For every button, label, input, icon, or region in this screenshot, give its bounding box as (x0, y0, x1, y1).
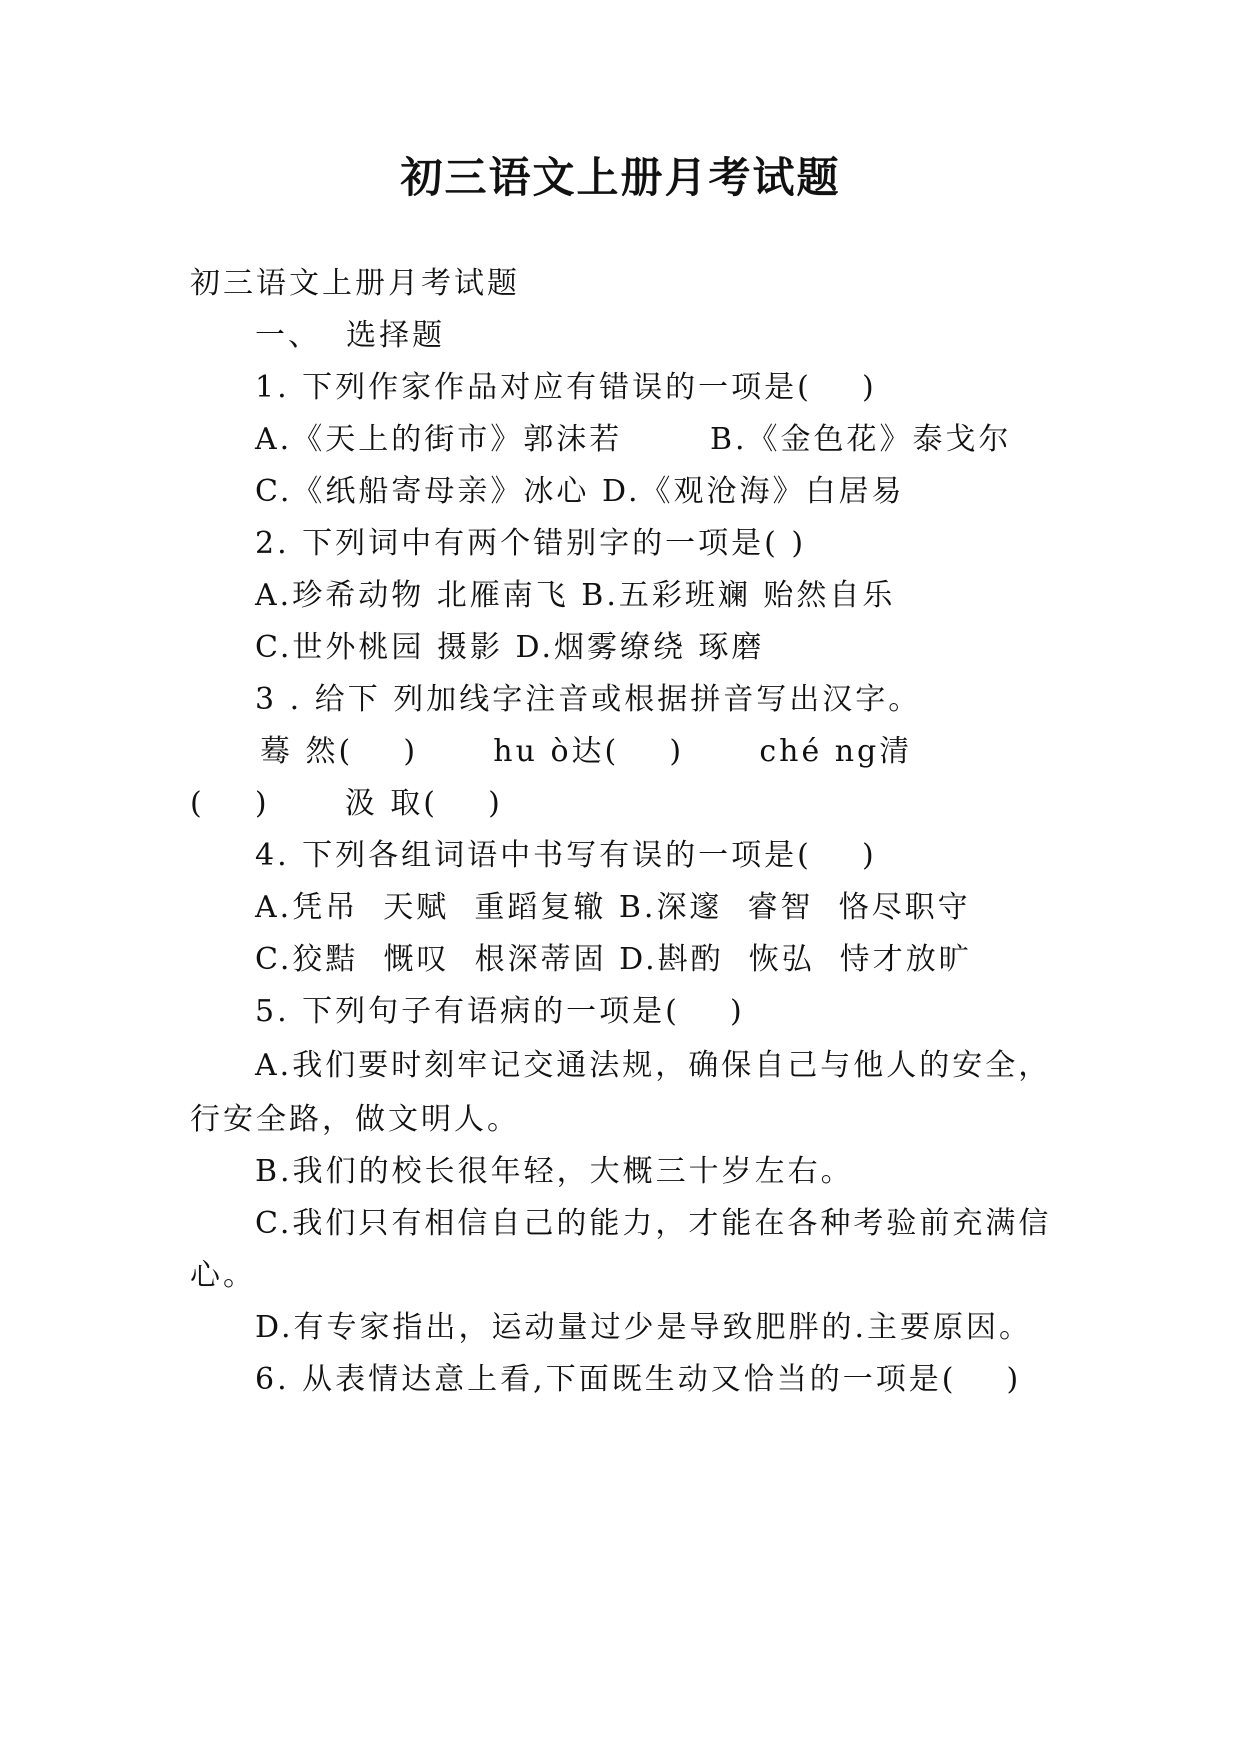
question-5-stem: 5. 下列句子有语病的一项是( ) (255, 994, 745, 1029)
question-4-stem: 4. 下列各组词语中书写有误的一项是( ) (255, 838, 877, 873)
question-1-options-ab: A.《天上的街市》郭沫若 B.《金色花》泰戈尔 (255, 422, 1012, 457)
question-1-options-cd: C.《纸船寄母亲》冰心 D.《观沧海》白居易 (255, 474, 905, 509)
question-3-line-2: ( ) 汲 取( ) (190, 786, 503, 821)
section-heading-choice: 一、 选择题 (255, 318, 446, 353)
question-3-stem: 3 . 给下 列加线字注音或根据拼音写出汉字。 (255, 682, 922, 717)
question-2-stem: 2. 下列词中有两个错别字的一项是( ) (255, 526, 807, 561)
question-5-option-a-line-2: 行安全路，做文明人。 (190, 1102, 520, 1137)
question-5-option-d: D.有专家指出，运动量过少是导致肥胖的.主要原因。 (255, 1310, 1033, 1345)
question-2-options-cd: C.世外桃园 摄影 D.烟雾缭绕 琢磨 (255, 630, 765, 665)
question-2-options-ab: A.珍希动物 北雁南飞 B.五彩班斓 贻然自乐 (255, 578, 896, 613)
question-6-stem: 6. 从表情达意上看,下面既生动又恰当的一项是( ) (255, 1362, 1022, 1397)
document-subtitle: 初三语文上册月考试题 (190, 266, 520, 301)
question-5-option-a-line-1: A.我们要时刻牢记交通法规，确保自己与他人的安全， (255, 1048, 1052, 1083)
question-1-stem: 1. 下列作家作品对应有错误的一项是( ) (255, 370, 877, 405)
question-5-option-c-line-2: 心。 (190, 1258, 256, 1293)
question-3-line-1: 蓦 然( ) hu ò达( ) ché ng清 (260, 734, 913, 769)
question-5-option-b: B.我们的校长很年轻，大概三十岁左右。 (255, 1154, 854, 1189)
document-title: 初三语文上册月考试题 (400, 153, 841, 202)
question-4-options-cd: C.狡黠 慨叹 根深蒂固 D.斟酌 恢弘 恃才放旷 (255, 942, 972, 977)
question-5-option-c-line-1: C.我们只有相信自己的能力，才能在各种考验前充满信 (255, 1206, 1052, 1241)
question-4-options-ab: A.凭吊 天赋 重蹈复辙 B.深邃 睿智 恪尽职守 (255, 890, 971, 925)
